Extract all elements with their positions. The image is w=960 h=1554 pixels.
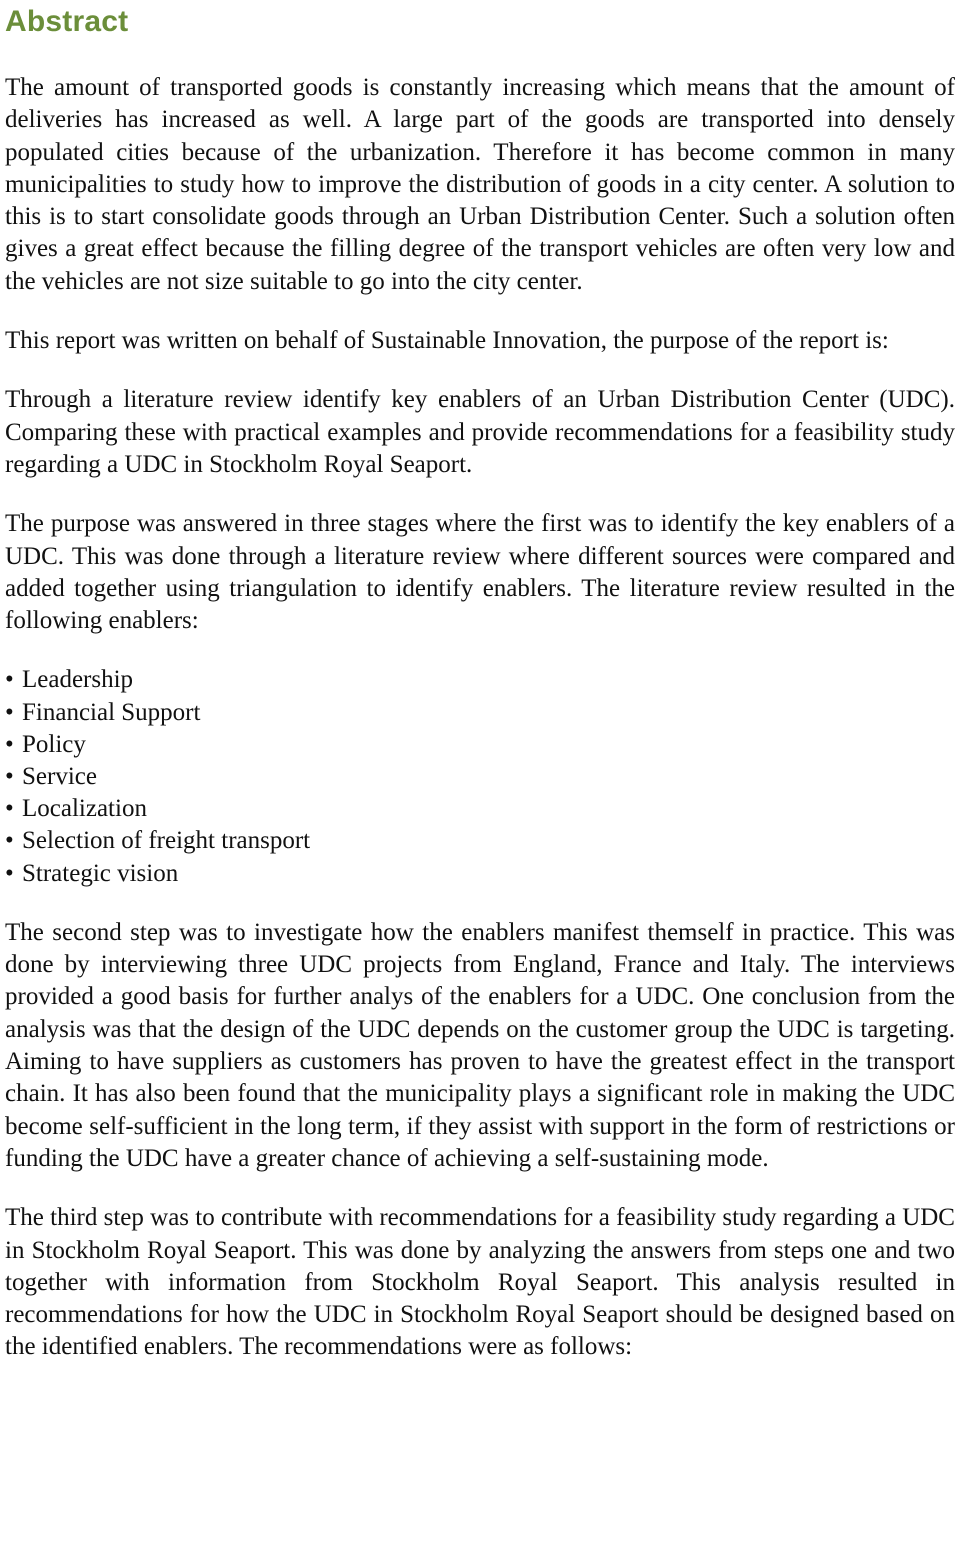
paragraph-purpose: Through a literature review identify key enablers of an Urban Distribution Center (UDC). Comparing these with practical examples and provide recommendations for a feasibility study regarding a UDC in Stockholm Royal Seaport.: [5, 386, 955, 478]
paragraph-stage-two: The second step was to investigate how the enablers manifest themself in practice. This was done by interviewing three UDC projects from England, France and Italy. The interviews provided a good basis for further analys of the enablers for a UDC. One conclusion from the analysis was that the design of the UDC depends on the customer group the UDC is targeting. Aiming to have suppliers as customers has proven to have the greatest effect in the transport chain. It has also been found that the municipality plays a significant role in making the UDC become self-sufficient in the long term, if they assist with support in the form of restrictions or funding the UDC have a greater chance of achieving a self-sustaining mode.: [5, 918, 955, 1172]
paragraph-stage-three: The third step was to contribute with recommendations for a feasibility study regarding a UDC in Stockholm Royal Seaport. This was done by analyzing the answers from steps one and two together with information from Stockholm Royal Seaport. This analysis resulted in recommendations for how the UDC in Stockholm Royal Seaport should be designed based on the identified enablers. The recommendations were as follows:: [5, 1204, 955, 1361]
spacer: [5, 298, 955, 325]
abstract-heading: Abstract: [5, 5, 129, 38]
list-item: • Selection of freight transport: [5, 825, 955, 857]
paragraph-report-behalf: This report was written on behalf of Sustainable Innovation, the purpose of the report is:: [5, 327, 889, 355]
spacer: [5, 1175, 955, 1202]
enablers-list: [5, 664, 955, 889]
spacer: [5, 890, 955, 917]
document-page: [5, 0, 955, 1364]
list-item: • Financial Support: [5, 697, 955, 729]
list-item: • Service: [5, 761, 955, 793]
spacer: [5, 357, 955, 384]
spacer: [5, 40, 955, 72]
spacer: [5, 481, 955, 508]
list-item: • Localization: [5, 793, 955, 825]
list-item: • Policy: [5, 729, 955, 761]
spacer: [5, 637, 955, 664]
paragraph-intro: The amount of transported goods is constantly increasing which means that the amount of deliveries has increased as well. A large part of the goods are transported into densely populated cities because of the urbanization. Therefore it has become common in many municipalities to study how to improve the distribution of goods in a city center. A solution to this is to start consolidate goods through an Urban Distribution Center. Such a solution often gives a great effect because the filling degree of the transport vehicles are often very low and the vehicles are not size suitable to go into the city center.: [5, 74, 955, 295]
paragraph-stage-one: The purpose was answered in three stages where the first was to identify the key enablers of a UDC. This was done through a literature review where different sources were compared and added together using triangulation to identify enablers. The literature review resulted in the following enablers:: [5, 510, 955, 635]
list-item: • Strategic vision: [5, 858, 955, 890]
list-item: • Leadership: [5, 664, 955, 696]
